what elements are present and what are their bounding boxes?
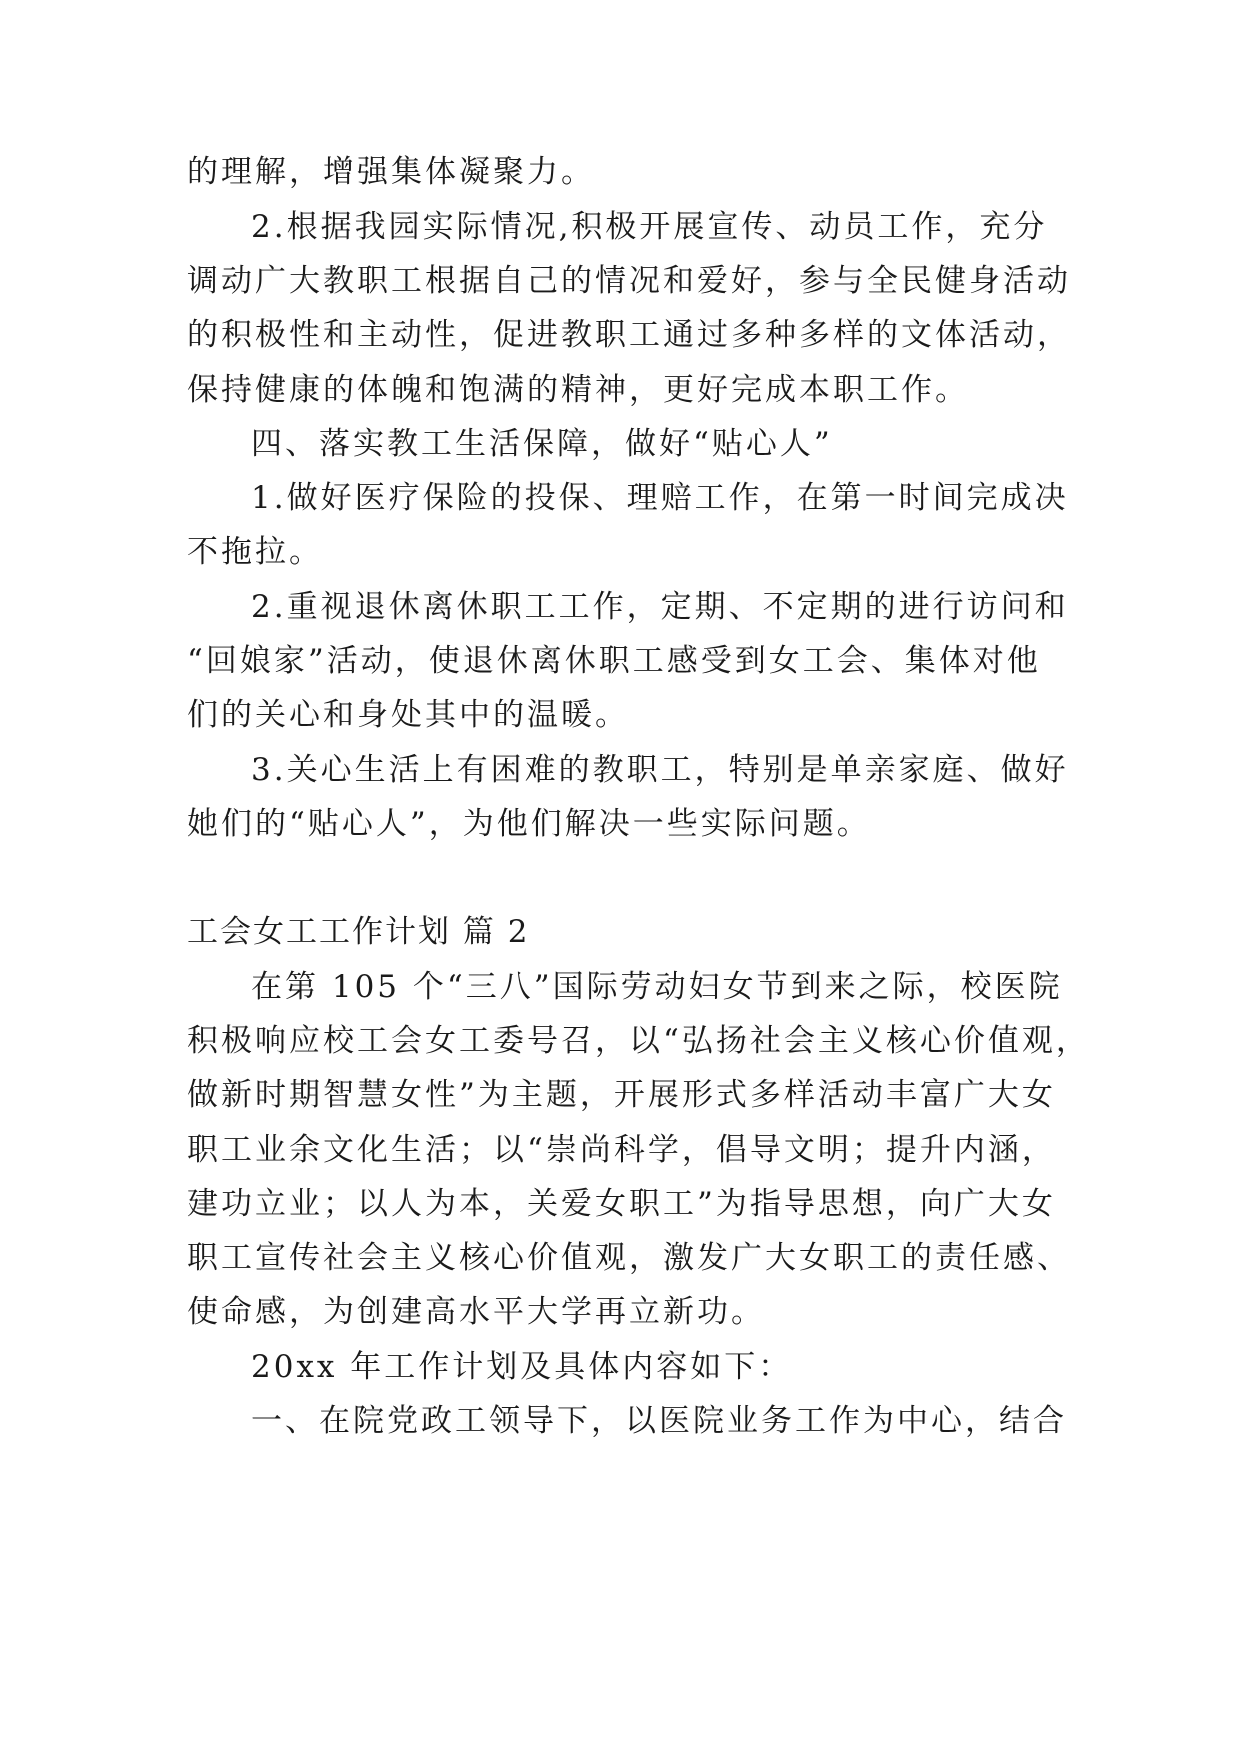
section-heading: 四、落实教工生活保障，做好“贴心人”: [251, 426, 833, 462]
paragraph-line: 使命感，为创建高水平大学再立新功。: [187, 1294, 765, 1330]
paragraph-line: 职工宣传社会主义核心价值观，激发广大女职工的责任感、: [187, 1240, 1071, 1276]
paragraph-line: 2.重视退休离休职工工作，定期、不定期的进行访问和: [251, 589, 1069, 625]
paragraph-line: 一、在院党政工领导下，以医院业务工作为中心，结合: [251, 1403, 1067, 1439]
paragraph-line: 做新时期智慧女性”为主题，开展形式多样活动丰富广大女: [187, 1077, 1056, 1113]
paragraph-line: 的积极性和主动性，促进教职工通过多种多样的文体活动，: [187, 317, 1071, 353]
paragraph-line: 在第 105 个“三八”国际劳动妇女节到来之际，校医院: [251, 969, 1063, 1005]
paragraph-line: 3.关心生活上有困难的教职工，特别是单亲家庭、做好: [251, 752, 1069, 788]
paragraph-line: “回娘家”活动，使退休离休职工感受到女工会、集体对他: [187, 643, 1041, 679]
paragraph-line: 她们的“贴心人”，为他们解决一些实际问题。: [187, 806, 871, 842]
paragraph-line: 1.做好医疗保险的投保、理赔工作，在第一时间完成决: [251, 480, 1069, 516]
paragraph-line: 不拖拉。: [187, 534, 323, 570]
document-title: 工会女工工作计划 篇 2: [187, 914, 530, 950]
paragraph-line: 调动广大教职工根据自己的情况和爱好，参与全民健身活动: [187, 263, 1071, 299]
paragraph-line: 2.根据我园实际情况,积极开展宣传、动员工作，充分: [251, 209, 1048, 245]
paragraph-line: 建功立业；以人为本，关爱女职工”为指导思想，向广大女: [187, 1186, 1056, 1222]
paragraph-line: 20xx 年工作计划及具体内容如下：: [251, 1349, 793, 1385]
paragraph-line: 的理解，增强集体凝聚力。: [187, 154, 595, 190]
paragraph-line: 职工业余文化生活；以“崇尚科学，倡导文明；提升内涵，: [187, 1132, 1056, 1168]
paragraph-line: 保持健康的体魄和饱满的精神，更好完成本职工作。: [187, 372, 969, 408]
paragraph-line: 们的关心和身处其中的温暖。: [187, 697, 629, 733]
paragraph-line: 积极响应校工会女工委号召，以“弘扬社会主义核心价值观，: [187, 1023, 1090, 1059]
